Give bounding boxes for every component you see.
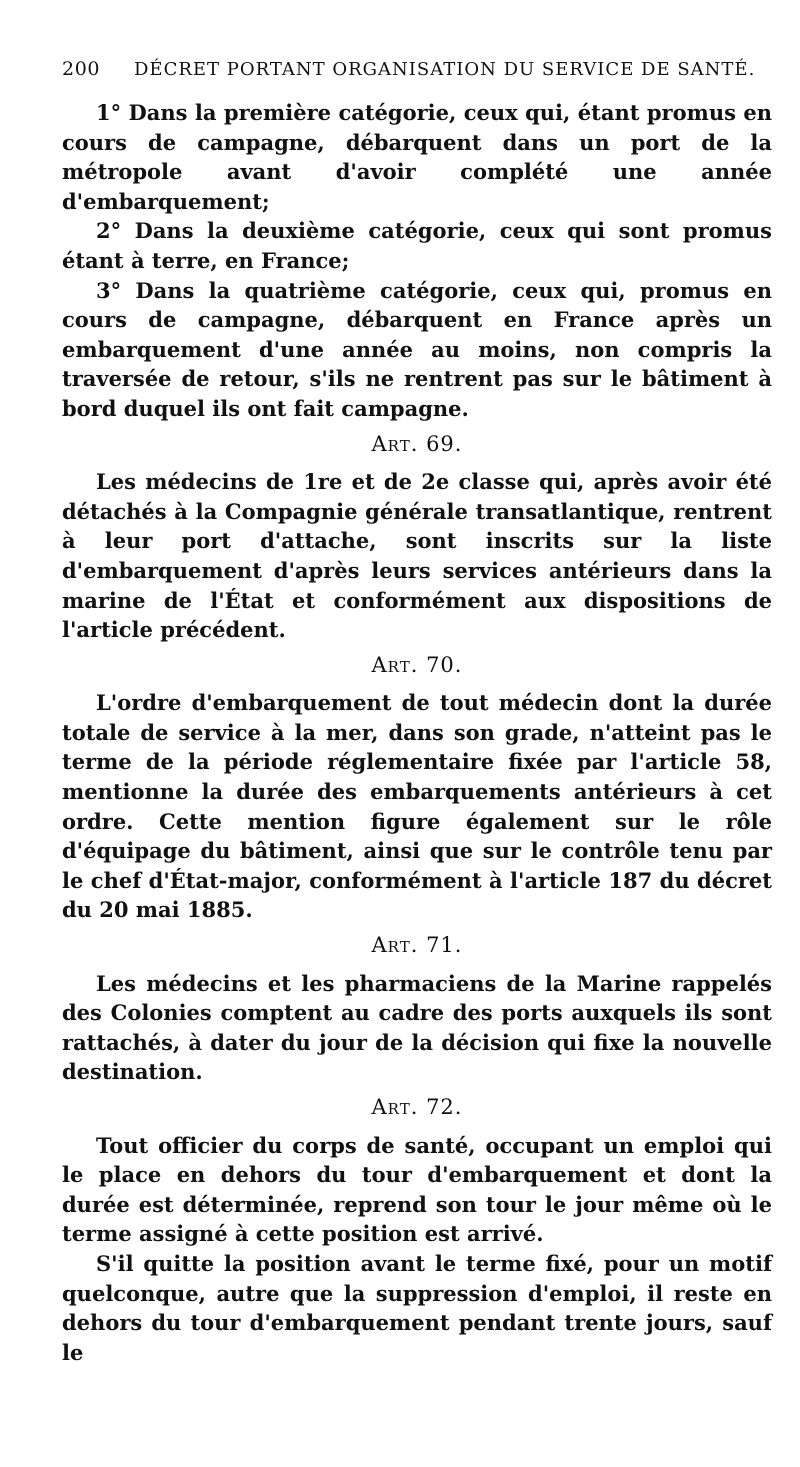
article-70-text: L'ordre d'embarquement de tout médecin dont la durée totale de service à la mer, dans son grade, n'atteint pas le terme de la période réglementaire fixée par l'article 58, mentionne la durée des embarquements antérieurs à cet ordre. Cette mention figure également sur le rôle d'équipage du bâtiment, ainsi que sur le contrôle tenu par le chef d'État-major, conformément à l'article 187 du décret du 20 mai 1885. [62,690,772,923]
article-71-heading [62,931,772,961]
list-item-1: 1° Dans la première catégorie, ceux qui, étant promus en cours de campagne, débarquent dans un port de la métropole avant d'avoir complété une année d'embarquement; [62,100,772,214]
page-number: 200 [62,58,101,80]
list-item-2: 2° Dans la deuxième catégorie, ceux qui sont promus étant à terre, en France; [62,218,772,273]
article-72-paragraph-2: S'il quitte la position avant le terme fixé, pour un motif quelconque, autre que la suppression d'emploi, il reste en dehors du tour d'embarquement pendant trente jours, sauf le [62,1250,772,1365]
article-72-heading-text: Art. 72. [371,1095,463,1119]
article-71-heading-text: Art. 71. [371,933,463,958]
article-70-heading-text: Art. 70. [371,652,463,677]
article-72-heading [62,1093,772,1123]
article-72-paragraph-1: Tout officier du corps de santé, occupant un emploi qui le place en dehors du tour d'embarquement et dont la durée est déterminée, reprend son tour le jour même où le terme assigné à cette position est arrivé. [62,1132,772,1247]
running-title: DÉCRET PORTANT ORGANISATION DU SERVICE DE SANTÉ. [134,59,756,80]
running-header [62,58,772,98]
document-page [62,58,772,1367]
article-69-heading-text: Art. 69. [371,431,463,456]
article-71-text: Les médecins et les pharmaciens de la Marine rappelés des Colonies comptent au cadre des ports auxquels ils sont rattachés, à dater du jour de la décision qui fixe la nouvelle destination. [62,970,772,1085]
list-item-3: 3° Dans la quatrième catégorie, ceux qui, promus en cours de campagne, débarquent en France après un embarquement d'une année au moins, non compris la traversée de retour, s'ils ne rentrent pas sur le bâtiment à bord duquel ils ont fait campagne. [62,277,772,421]
article-69-text: Les médecins de 1re et de 2e classe qui, après avoir été détachés à la Compagnie générale transatlantique, rentrent à leur port d'attache, sont inscrits sur la liste d'embarquement d'après leurs services antérieurs dans la marine de l'État et conformément aux dispositions de l'article précédent. [62,469,772,643]
article-70-heading [62,651,772,681]
article-69-heading [62,430,772,460]
